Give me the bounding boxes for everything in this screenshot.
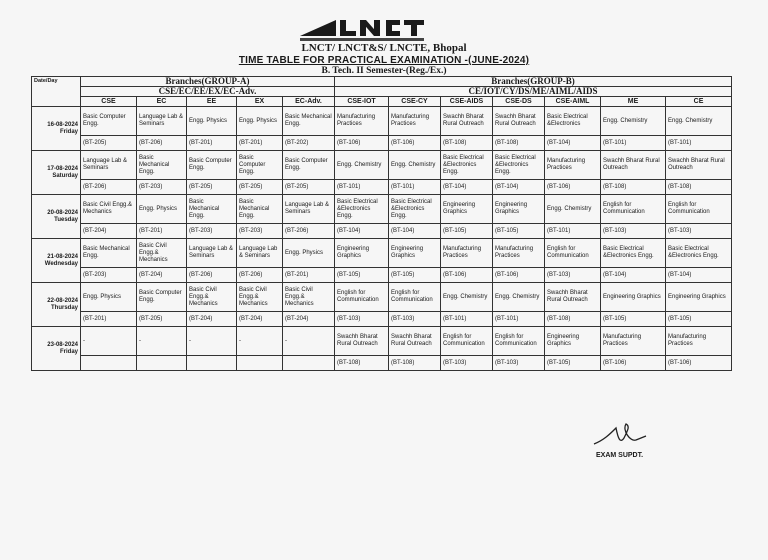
subject-code-cell: (BT-101) <box>545 224 601 239</box>
timetable-title: TIME TABLE FOR PRACTICAL EXAMINATION -(JUNE-2024) <box>238 55 530 66</box>
subject-code-row <box>32 136 732 151</box>
subject-cell: Basic Computer Engg. <box>137 283 187 312</box>
subject-code-cell: (BT-104) <box>545 136 601 151</box>
subject-cell: Manufacturing Practices <box>441 239 493 268</box>
subject-cell: Basic Civil Engg.& Mechanics <box>187 283 237 312</box>
date-day-cell <box>32 283 81 327</box>
subject-code-cell <box>237 356 283 371</box>
subject-code-cell: (BT-106) <box>493 268 545 283</box>
subject-code-cell: (BT-205) <box>137 312 187 327</box>
subject-code-cell: (BT-101) <box>441 312 493 327</box>
subject-code-cell <box>137 356 187 371</box>
subject-cell: Basic Electrical &Electronics Engg. <box>601 239 666 268</box>
subject-cell: Basic Mechanical Engg. <box>187 195 237 224</box>
subject-code-cell: (BT-103) <box>441 356 493 371</box>
branch-column-header: EC-Adv. <box>283 97 335 107</box>
subject-cell: Language Lab & Seminars <box>137 107 187 136</box>
subject-code-cell: (BT-103) <box>601 224 666 239</box>
subject-code-cell: (BT-106) <box>545 180 601 195</box>
subject-code-cell: (BT-104) <box>441 180 493 195</box>
exam-date: 22-08-2024 <box>47 297 78 304</box>
subject-cell: English for Communication <box>441 327 493 356</box>
subject-cell: Language Lab & Seminars <box>283 195 335 224</box>
subject-cell: English for Communication <box>666 195 732 224</box>
subject-code-cell: (BT-105) <box>335 268 389 283</box>
subject-code-cell: (BT-206) <box>81 180 137 195</box>
subject-code-cell: (BT-203) <box>237 224 283 239</box>
subject-code-row <box>32 268 732 283</box>
subject-cell: Language Lab & Seminars <box>187 239 237 268</box>
subject-cell: Basic Electrical &Electronics Engg. <box>666 239 732 268</box>
subject-code-cell: (BT-103) <box>335 312 389 327</box>
subject-code-cell <box>283 356 335 371</box>
subject-code-cell: (BT-203) <box>81 268 137 283</box>
exam-date: 20-08-2024 <box>47 209 78 216</box>
subject-cell: Basic Mechanical Engg. <box>237 195 283 224</box>
subject-code-cell: (BT-108) <box>335 356 389 371</box>
subject-cell: Engg. Physics <box>187 107 237 136</box>
subject-cell: Engg. Chemistry <box>493 283 545 312</box>
subject-code-cell: (BT-205) <box>237 180 283 195</box>
subject-code-cell: (BT-201) <box>81 312 137 327</box>
exam-weekday: Wednesday <box>44 260 78 267</box>
branch-column-header: CSE <box>81 97 137 107</box>
subject-code-cell: (BT-103) <box>666 224 732 239</box>
exam-day-row <box>32 195 732 224</box>
subject-code-cell: (BT-206) <box>187 268 237 283</box>
branch-column-header: EX <box>237 97 283 107</box>
subject-cell: Swachh Bharat Rural Outreach <box>389 327 441 356</box>
subject-code-cell: (BT-202) <box>283 136 335 151</box>
subject-cell: Language Lab & Seminars <box>237 239 283 268</box>
subject-code-cell: (BT-105) <box>441 224 493 239</box>
subject-cell: Manufacturing Practices <box>335 107 389 136</box>
subject-code-cell: (BT-104) <box>666 268 732 283</box>
group-a-branches: CSE/EC/EE/EX/EC-Adv. <box>81 87 335 97</box>
subject-cell: Manufacturing Practices <box>545 151 601 180</box>
subject-code-row <box>32 356 732 371</box>
subject-code-cell: (BT-204) <box>283 312 335 327</box>
subject-cell: Basic Civil Engg.& Mechanics <box>283 283 335 312</box>
branch-column-header: EE <box>187 97 237 107</box>
subject-cell: - <box>187 327 237 356</box>
subject-code-cell: (BT-205) <box>187 180 237 195</box>
exam-weekday: Thursday <box>50 304 78 311</box>
subject-code-cell: (BT-108) <box>441 136 493 151</box>
subject-code-cell: (BT-104) <box>335 224 389 239</box>
exam-date: 23-08-2024 <box>47 341 78 348</box>
semester-label: B. Tech. II Semester-(Reg./Ex.) <box>321 66 447 76</box>
exam-day-row <box>32 107 732 136</box>
subject-code-cell: (BT-105) <box>389 268 441 283</box>
subject-cell: Basic Computer Engg. <box>187 151 237 180</box>
subject-code-cell: (BT-101) <box>493 312 545 327</box>
subject-code-cell: (BT-203) <box>137 180 187 195</box>
subject-code-cell: (BT-104) <box>389 224 441 239</box>
subject-code-cell: (BT-103) <box>493 356 545 371</box>
date-day-header: Date/Day <box>32 77 81 107</box>
subject-cell: Basic Mechanical Engg. <box>283 107 335 136</box>
subject-code-cell: (BT-106) <box>601 356 666 371</box>
subject-cell: Engineering Graphics <box>493 195 545 224</box>
group-branches-row <box>32 87 732 97</box>
subject-cell: Basic Computer Engg. <box>283 151 335 180</box>
exam-weekday: Friday <box>59 128 78 135</box>
subject-code-cell: (BT-108) <box>601 180 666 195</box>
subject-cell: Basic Civil Engg.& Mechanics <box>237 283 283 312</box>
subject-code-cell: (BT-201) <box>283 268 335 283</box>
subject-code-cell: (BT-108) <box>493 136 545 151</box>
subject-cell: Swachh Bharat Rural Outreach <box>545 283 601 312</box>
subject-cell: Basic Electrical &Electronics <box>545 107 601 136</box>
exam-date: 21-08-2024 <box>47 253 78 260</box>
subject-code-cell: (BT-204) <box>81 224 137 239</box>
subject-cell: - <box>137 327 187 356</box>
subject-code-cell: (BT-104) <box>493 180 545 195</box>
subject-cell: Engg. Chemistry <box>666 107 732 136</box>
date-day-cell <box>32 327 81 371</box>
subject-cell: Engg. Physics <box>137 195 187 224</box>
subject-code-cell <box>187 356 237 371</box>
subject-cell: English for Communication <box>601 195 666 224</box>
date-day-cell <box>32 195 81 239</box>
exam-date: 17-08-2024 <box>47 165 78 172</box>
exam-weekday: Friday <box>59 348 78 355</box>
subject-code-cell: (BT-101) <box>335 180 389 195</box>
exam-weekday: Tuesday <box>54 216 78 223</box>
subject-code-cell: (BT-206) <box>237 268 283 283</box>
subject-code-cell: (BT-105) <box>545 356 601 371</box>
subject-cell: Engineering Graphics <box>335 239 389 268</box>
subject-cell: Manufacturing Practices <box>601 327 666 356</box>
branch-column-header: CSE-DS <box>493 97 545 107</box>
subject-code-cell: (BT-201) <box>237 136 283 151</box>
subject-cell: Basic Mechanical Engg. <box>137 151 187 180</box>
subject-cell: English for Communication <box>493 327 545 356</box>
subject-cell: Swachh Bharat Rural Outreach <box>335 327 389 356</box>
subject-code-cell: (BT-203) <box>187 224 237 239</box>
subject-code-cell: (BT-105) <box>493 224 545 239</box>
subject-cell: English for Communication <box>389 283 441 312</box>
subject-code-cell: (BT-104) <box>601 268 666 283</box>
subject-code-cell: (BT-204) <box>137 268 187 283</box>
subject-code-cell: (BT-206) <box>283 224 335 239</box>
subject-cell: Engineering Graphics <box>389 239 441 268</box>
subject-cell: Swachh Bharat Rural Outreach <box>441 107 493 136</box>
branch-column-header: CSE-AIDS <box>441 97 493 107</box>
subject-cell: Engineering Graphics <box>601 283 666 312</box>
subject-code-cell: (BT-204) <box>237 312 283 327</box>
subject-code-row <box>32 312 732 327</box>
subject-code-cell: (BT-106) <box>389 136 441 151</box>
subject-code-cell: (BT-204) <box>187 312 237 327</box>
subject-code-cell: (BT-106) <box>335 136 389 151</box>
subject-code-cell: (BT-108) <box>389 356 441 371</box>
subject-code-cell: (BT-101) <box>389 180 441 195</box>
group-b-branches: CE/IOT/CY/DS/ME/AIML/AIDS <box>335 87 732 97</box>
subject-cell: Engineering Graphics <box>666 283 732 312</box>
exam-day-row <box>32 327 732 356</box>
subject-cell: Engg. Chemistry <box>545 195 601 224</box>
group-b-name: Branches(GROUP-B) <box>335 77 732 87</box>
branch-column-header: CE <box>666 97 732 107</box>
subject-cell: Engineering Graphics <box>441 195 493 224</box>
branch-column-header: ME <box>601 97 666 107</box>
subject-cell: - <box>283 327 335 356</box>
subject-cell: Basic Electrical &Electronics Engg. <box>441 151 493 180</box>
subject-cell: - <box>81 327 137 356</box>
date-day-cell <box>32 151 81 195</box>
subject-cell: Swachh Bharat Rural Outreach <box>601 151 666 180</box>
subject-code-row <box>32 180 732 195</box>
subject-code-cell: (BT-106) <box>666 356 732 371</box>
subject-code-cell: (BT-106) <box>441 268 493 283</box>
subject-code-cell: (BT-201) <box>137 224 187 239</box>
subject-code-cell: (BT-108) <box>666 180 732 195</box>
timetable-body <box>32 107 732 371</box>
subject-cell: Engg. Physics <box>81 283 137 312</box>
subject-code-cell: (BT-201) <box>187 136 237 151</box>
exam-weekday: Saturday <box>52 172 78 179</box>
branch-column-header-row <box>32 97 732 107</box>
exam-supdt-signature <box>590 420 650 452</box>
date-day-cell <box>32 239 81 283</box>
subject-code-cell: (BT-103) <box>545 268 601 283</box>
exam-supdt-label: EXAM SUPDT. <box>596 452 644 459</box>
subject-cell: Basic Civil Engg.& Mechanics <box>81 195 137 224</box>
subject-cell: Swachh Bharat Rural Outreach <box>666 151 732 180</box>
subject-code-cell: (BT-101) <box>601 136 666 151</box>
subject-code-cell: (BT-105) <box>601 312 666 327</box>
institution-name: LNCT/ LNCT&S/ LNCTE, Bhopal <box>301 42 467 54</box>
exam-day-row <box>32 239 732 268</box>
subject-cell: Basic Computer Engg. <box>237 151 283 180</box>
subject-cell: Engineering Graphics <box>545 327 601 356</box>
exam-day-row <box>32 283 732 312</box>
subject-cell: English for Communication <box>335 283 389 312</box>
subject-cell: Engg. Chemistry <box>335 151 389 180</box>
exam-day-row <box>32 151 732 180</box>
group-a-name: Branches(GROUP-A) <box>81 77 335 87</box>
subject-code-cell: (BT-105) <box>666 312 732 327</box>
subject-cell: Manufacturing Practices <box>389 107 441 136</box>
exam-date: 16-08-2024 <box>47 121 78 128</box>
subject-cell: Basic Electrical &Electronics Engg. <box>389 195 441 224</box>
subject-code-cell <box>81 356 137 371</box>
branch-column-header: CSE-IOT <box>335 97 389 107</box>
group-header-row <box>32 77 732 87</box>
subject-code-row <box>32 224 732 239</box>
subject-code-cell: (BT-101) <box>666 136 732 151</box>
subject-cell: - <box>237 327 283 356</box>
subject-cell: Engg. Chemistry <box>389 151 441 180</box>
subject-code-cell: (BT-206) <box>137 136 187 151</box>
subject-cell: Engg. Physics <box>283 239 335 268</box>
subject-cell: Engg. Physics <box>237 107 283 136</box>
subject-cell: English for Communication <box>545 239 601 268</box>
subject-code-cell: (BT-205) <box>283 180 335 195</box>
subject-cell: Basic Civil Engg.& Mechanics <box>137 239 187 268</box>
lnct-logo <box>296 16 446 44</box>
subject-cell: Language Lab & Seminars <box>81 151 137 180</box>
branch-column-header: CSE-AIML <box>545 97 601 107</box>
subject-cell: Basic Computer Engg. <box>81 107 137 136</box>
subject-cell: Basic Electrical &Electronics Engg. <box>335 195 389 224</box>
subject-cell: Swachh Bharat Rural Outreach <box>493 107 545 136</box>
subject-code-cell: (BT-108) <box>545 312 601 327</box>
subject-code-cell: (BT-103) <box>389 312 441 327</box>
subject-cell: Engg. Chemistry <box>441 283 493 312</box>
date-day-cell <box>32 107 81 151</box>
branch-column-header: CSE-CY <box>389 97 441 107</box>
subject-cell: Basic Electrical &Electronics Engg. <box>493 151 545 180</box>
subject-cell: Engg. Chemistry <box>601 107 666 136</box>
practical-exam-timetable <box>31 76 732 371</box>
subject-cell: Manufacturing Practices <box>493 239 545 268</box>
subject-cell: Basic Mechanical Engg. <box>81 239 137 268</box>
subject-code-cell: (BT-205) <box>81 136 137 151</box>
subject-cell: Manufacturing Practices <box>666 327 732 356</box>
branch-column-header: EC <box>137 97 187 107</box>
